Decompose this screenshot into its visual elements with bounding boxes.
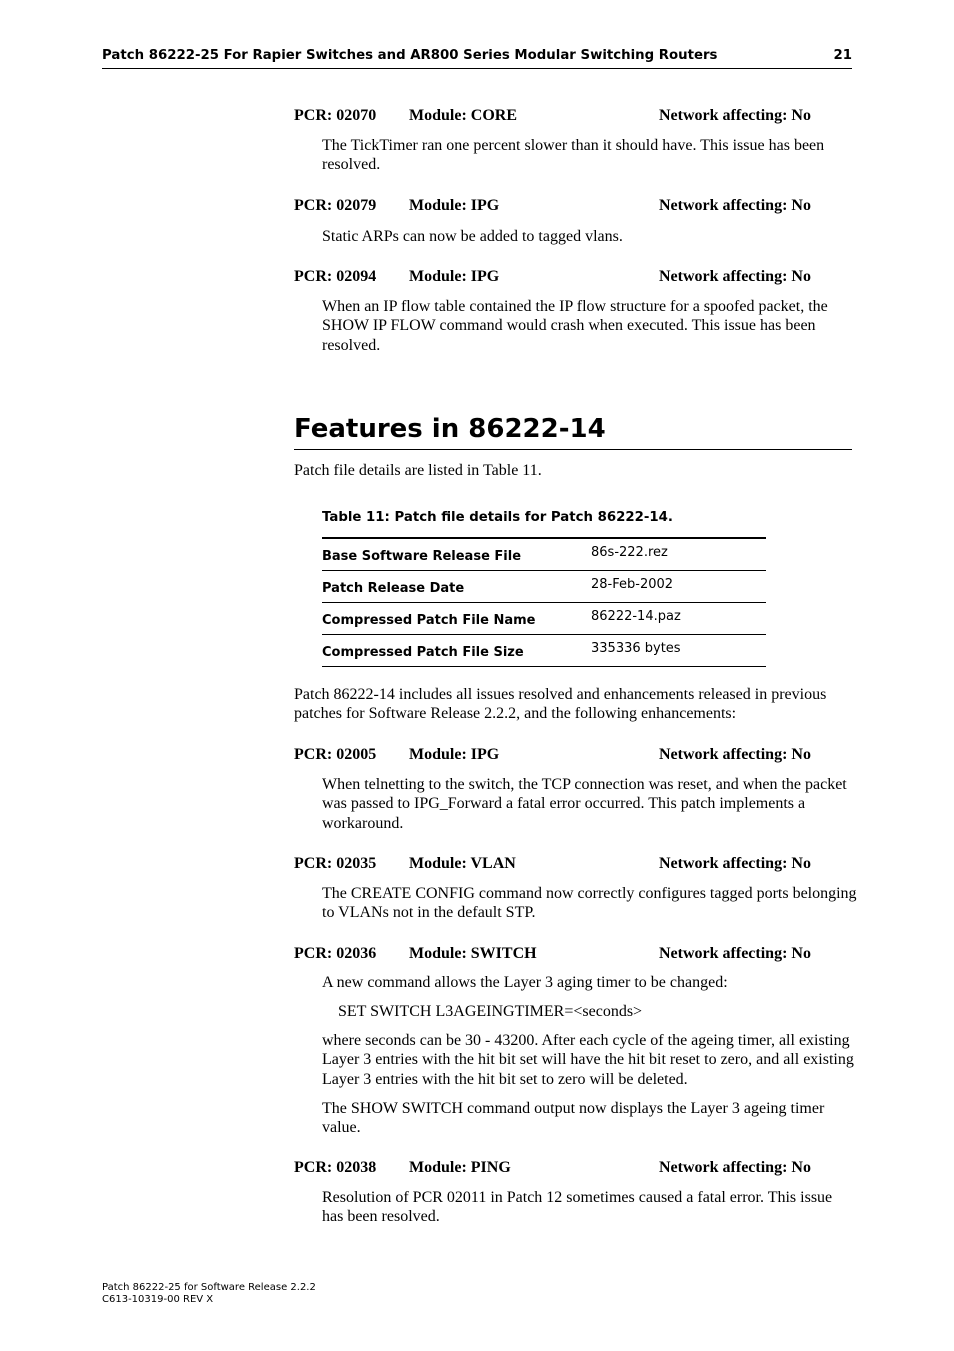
pcr-module: Module: PING bbox=[409, 1159, 511, 1176]
pcr-description-02038: Resolution of PCR 02011 in Patch 12 sometimes caused a fatal error. This issue has been resolved. bbox=[322, 1189, 833, 1226]
page-footer bbox=[102, 1282, 316, 1305]
pcr-id: PCR: 02005 bbox=[294, 746, 377, 763]
includes-paragraph: Patch 86222-14 includes all issues resolved and enhancements released in previous patches for Software Release 2.2.2, and the following enhancements: bbox=[294, 686, 827, 723]
pcr-heading-02035 bbox=[294, 855, 854, 875]
pcr-heading-02079 bbox=[294, 197, 854, 217]
pcr-id: PCR: 02070 bbox=[294, 107, 377, 124]
pcr-heading-02038 bbox=[294, 1159, 854, 1179]
pcr-module: Module: IPG bbox=[409, 197, 500, 214]
pcr-network-affecting: Network affecting: No bbox=[659, 855, 811, 872]
pcr-module: Module: VLAN bbox=[409, 855, 516, 872]
row-label: Patch Release Date bbox=[322, 571, 591, 603]
pcr-description-02094: When an IP flow table contained the IP flow structure for a spoofed packet, the SHOW IP FLOW command would crash when executed. This issue has been resolved. bbox=[322, 298, 828, 354]
table-caption: Table 11: Patch file details for Patch 86222-14. bbox=[322, 510, 673, 525]
table-row bbox=[322, 538, 766, 571]
pcr-id: PCR: 02036 bbox=[294, 945, 377, 962]
pcr-id: PCR: 02038 bbox=[294, 1159, 377, 1176]
pcr-network-affecting: Network affecting: No bbox=[659, 1159, 811, 1176]
pcr-description-02005: When telnetting to the switch, the TCP connection was reset, and when the packet was passed to IPG_Forward a fatal error occurred. This patch implements a workaround. bbox=[322, 776, 847, 832]
row-value: 86222-14.paz bbox=[591, 603, 766, 635]
pcr-id: PCR: 02094 bbox=[294, 268, 377, 285]
table-row bbox=[322, 603, 766, 635]
table-row bbox=[322, 635, 766, 667]
pcr-module: Module: IPG bbox=[409, 268, 500, 285]
row-value: 335336 bytes bbox=[591, 635, 766, 667]
table-row bbox=[322, 571, 766, 603]
pcr-id: PCR: 02035 bbox=[294, 855, 377, 872]
page-number: 21 bbox=[833, 48, 852, 63]
pcr-network-affecting: Network affecting: No bbox=[659, 107, 811, 124]
pcr-description-02036-detail: where seconds can be 30 - 43200. After each cycle of the ageing timer, all existing Layer 3 entries with the hit bit set will have the hit bit reset to zero, and all existing Layer 3 entries with the hit bit set to zero will be deleted. bbox=[322, 1032, 854, 1088]
pcr-module: Module: CORE bbox=[409, 107, 517, 124]
pcr-description-02036-show: The SHOW SWITCH command output now displays the Layer 3 ageing timer value. bbox=[322, 1100, 825, 1137]
pcr-description-02079: Static ARPs can now be added to tagged vlans. bbox=[322, 228, 623, 245]
pcr-id: PCR: 02079 bbox=[294, 197, 377, 214]
row-label: Compressed Patch File Size bbox=[322, 635, 591, 667]
pcr-module: Module: SWITCH bbox=[409, 945, 537, 962]
pcr-network-affecting: Network affecting: No bbox=[659, 268, 811, 285]
row-label: Base Software Release File bbox=[322, 538, 591, 571]
running-header-title: Patch 86222-25 For Rapier Switches and AR800 Series Modular Switching Routers bbox=[102, 48, 718, 63]
footer-line-1: Patch 86222-25 for Software Release 2.2.2 bbox=[102, 1282, 316, 1293]
pcr-description-02036: A new command allows the Layer 3 aging timer to be changed: bbox=[322, 974, 728, 991]
pcr-heading-02036 bbox=[294, 945, 854, 965]
command-syntax: SET SWITCH L3AGEINGTIMER=<seconds> bbox=[338, 1003, 643, 1020]
patch-details-table bbox=[322, 537, 766, 667]
pcr-network-affecting: Network affecting: No bbox=[659, 197, 811, 214]
pcr-module: Module: IPG bbox=[409, 746, 500, 763]
pcr-heading-02005 bbox=[294, 746, 854, 766]
pcr-network-affecting: Network affecting: No bbox=[659, 945, 811, 962]
pcr-description-02035: The CREATE CONFIG command now correctly configures tagged ports belonging to VLANs not in the default STP. bbox=[322, 885, 857, 922]
footer-line-2: C613-10319-00 REV X bbox=[102, 1293, 214, 1305]
row-label: Compressed Patch File Name bbox=[322, 603, 591, 635]
section-heading: Features in 86222-14 bbox=[294, 411, 852, 450]
row-value: 28-Feb-2002 bbox=[591, 571, 766, 603]
pcr-heading-02094 bbox=[294, 268, 854, 288]
pcr-description-02070: The TickTimer ran one percent slower than it should have. This issue has been resolved. bbox=[322, 137, 825, 174]
pcr-heading-02070 bbox=[294, 107, 854, 127]
running-header bbox=[102, 48, 852, 69]
row-value: 86s-222.rez bbox=[591, 538, 766, 571]
section-intro: Patch file details are listed in Table 11. bbox=[294, 462, 542, 479]
pcr-network-affecting: Network affecting: No bbox=[659, 746, 811, 763]
